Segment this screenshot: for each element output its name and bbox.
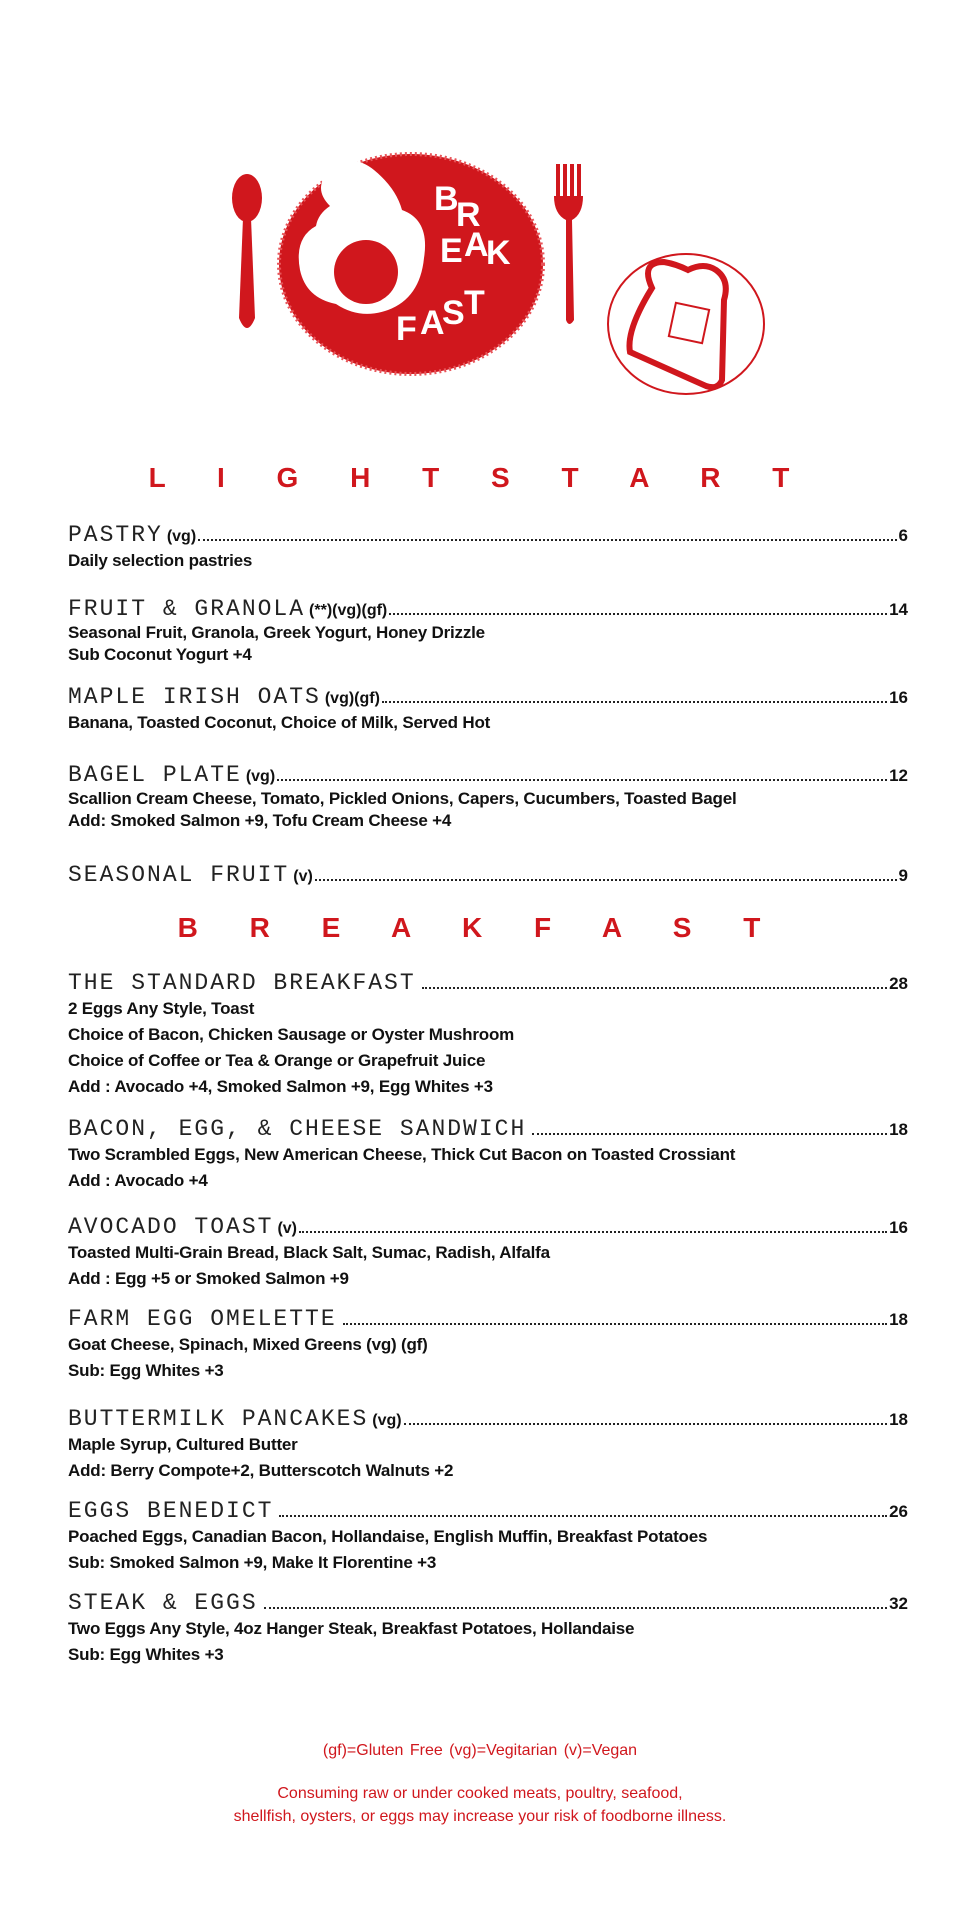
dotted-leader [264,1607,887,1609]
item-name: FARM EGG OMELETTE [68,1306,337,1332]
item-description: Toasted Multi-Grain Bread, Black Salt, Sumac, Radish, Alfalfa [68,1243,550,1262]
menu-item-seasonal-fruit [68,862,908,888]
logo-letter: A [420,304,445,342]
logo-letter: A [464,226,489,264]
item-description: Choice of Coffee or Tea & Orange or Grapefruit Juice [68,1051,486,1070]
dietary-legend: (gf)=Gluten Free (vg)=Vegitarian (v)=Vegan [322,1742,638,1759]
item-description: Maple Syrup, Cultured Butter [68,1435,298,1454]
item-description: 2 Eggs Any Style, Toast [68,999,255,1018]
logo-letter: R [456,196,481,234]
item-price: 26 [889,1502,908,1521]
item-price: 32 [889,1594,908,1613]
menu-item-avocado-toast [68,1214,908,1292]
spoon-icon [232,174,262,328]
item-description: Seasonal Fruit, Granola, Greek Yogurt, Honey Drizzle [68,623,485,642]
health-warning [0,1782,960,1828]
menu-item-eggs-benedict [68,1498,908,1576]
item-price: 9 [898,866,908,885]
dotted-leader [299,1231,887,1233]
item-price: 14 [889,600,908,619]
item-name: BUTTERMILK PANCAKES [68,1406,369,1432]
logo-letter: T [464,284,485,322]
item-description: Goat Cheese, Spinach, Mixed Greens (vg) (gf) [68,1335,428,1354]
item-description: Choice of Bacon, Chicken Sausage or Oyster Mushroom [68,1025,515,1044]
health-warning-line: Consuming raw or under cooked meats, poultry, seafood, [277,1785,683,1802]
logo-letter: E [440,232,463,270]
item-description: Two Scrambled Eggs, New American Cheese, Thick Cut Bacon on Toasted Crossiant [68,1145,736,1164]
menu-item-bagel-plate [68,762,908,832]
health-warning-line: shellfish, oysters, or eggs may increase your risk of foodborne illness. [233,1808,727,1825]
menu-item-fruit-granola [68,596,908,666]
logo-letter: K [486,234,511,272]
item-description: Add : Avocado +4 [68,1171,208,1190]
dotted-leader [315,879,897,881]
dotted-leader [404,1423,888,1425]
item-description: Sub: Egg Whites +3 [68,1361,224,1380]
item-description: Add: Berry Compote+2, Butterscotch Walnuts +2 [68,1461,454,1480]
section-title-breakfast: B R E A K F A S T [177,912,783,943]
dotted-leader [277,779,887,781]
logo-letter: F [396,310,417,348]
dotted-leader [422,987,887,989]
item-description: Add : Egg +5 or Smoked Salmon +9 [68,1269,349,1288]
breakfast-illustration [0,0,960,420]
item-tags: (vg) [372,1412,402,1429]
item-price: 12 [889,766,908,785]
item-name: PASTRY [68,522,163,548]
item-name: BAGEL PLATE [68,762,242,788]
dotted-leader [382,701,887,703]
dotted-leader [389,613,887,615]
fork-icon [554,164,583,324]
item-name: THE STANDARD BREAKFAST [68,970,416,996]
item-description: Sub: Egg Whites +3 [68,1645,224,1664]
item-name: FRUIT & GRANOLA [68,596,306,622]
item-tags: (vg)(gf) [324,690,380,707]
menu-item-steak-eggs [68,1590,908,1668]
item-description: Daily selection pastries [68,551,253,570]
item-name: STEAK & EGGS [68,1590,258,1616]
item-price: 6 [898,526,908,545]
item-tags: (v) [277,1220,297,1237]
menu-item-maple-irish-oats [68,684,908,736]
item-description: Two Eggs Any Style, 4oz Hanger Steak, Breakfast Potatoes, Hollandaise [68,1619,635,1638]
item-description: Add : Avocado +4, Smoked Salmon +9, Egg Whites +3 [68,1077,493,1096]
logo-letter: B [434,180,459,218]
item-name: EGGS BENEDICT [68,1498,274,1524]
menu-item-farm-egg-omelette [68,1306,908,1384]
item-price: 18 [889,1120,908,1139]
item-price: 18 [889,1410,908,1429]
menu-item-standard-breakfast [68,970,908,1100]
dotted-leader [343,1323,887,1325]
item-tags: (vg) [166,528,197,545]
item-description: Add: Smoked Salmon +9, Tofu Cream Cheese +4 [68,811,452,830]
item-description: Scallion Cream Cheese, Tomato, Pickled Onions, Capers, Cucumbers, Toasted Bagel [68,789,737,808]
item-price: 16 [889,1218,908,1237]
item-description: Banana, Toasted Coconut, Choice of Milk, Served Hot [68,713,491,732]
dotted-leader [198,539,896,541]
item-name: BACON, EGG, & CHEESE SANDWICH [68,1116,527,1142]
menu-item-pastry [68,522,908,574]
logo-letter: S [442,294,465,332]
item-price: 18 [889,1310,908,1329]
item-name: AVOCADO TOAST [68,1214,274,1240]
dotted-leader [532,1133,887,1135]
section-title-light-start: L I G H T S T A R T [148,462,812,493]
item-tags: (vg) [245,768,276,785]
item-price: 16 [889,688,908,707]
item-description: Sub Coconut Yogurt +4 [68,645,252,664]
breakfast-logo [0,0,960,420]
item-tags: (**)(vg)(gf) [309,602,388,619]
item-description: Sub: Smoked Salmon +9, Make It Florentine +3 [68,1553,437,1572]
item-name: MAPLE IRISH OATS [68,684,321,710]
item-description: Poached Eggs, Canadian Bacon, Hollandaise, English Muffin, Breakfast Potatoes [68,1527,708,1546]
item-price: 28 [889,974,908,993]
menu-item-buttermilk-pancakes [68,1406,908,1484]
item-tags: (v) [293,868,313,885]
menu-item-bacon-egg-cheese [68,1116,908,1194]
toast-plate-icon [608,254,764,394]
item-name: SEASONAL FRUIT [68,862,290,888]
dotted-leader [279,1515,887,1517]
